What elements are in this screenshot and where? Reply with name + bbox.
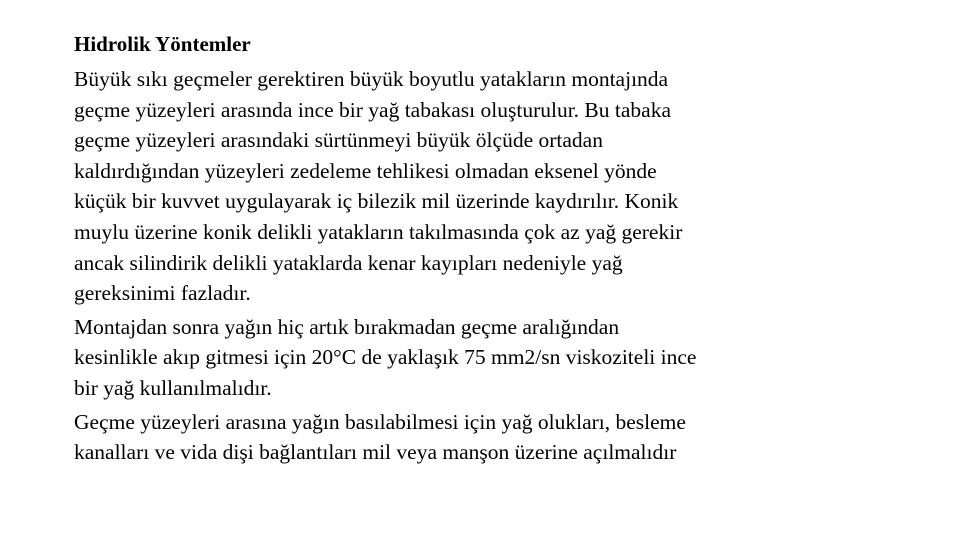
- paragraph-line: ancak silindirik delikli yataklarda kenar kayıpları nedeniyle yağ: [74, 250, 623, 275]
- paragraph-2: [74, 312, 904, 404]
- paragraph-line: muylu üzerine konik delikli yatakların takılmasında çok az yağ gerekir: [74, 219, 683, 244]
- paragraph-line: geçme yüzeyleri arasındaki sürtünmeyi büyük ölçüde ortadan: [74, 128, 603, 153]
- slide-content: [74, 29, 904, 471]
- paragraph-line: kaldırdığından yüzeyleri zedeleme tehlikesi olmadan eksenel yönde: [74, 158, 657, 183]
- paragraph-line: küçük bir kuvvet uygulayarak iç bilezik mil üzerinde kaydırılır. Konik: [74, 189, 679, 214]
- paragraph-1: [74, 64, 904, 309]
- paragraph-line: kesinlikle akıp gitmesi için 20°C de yaklaşık 75 mm2/sn viskoziteli ince: [74, 345, 697, 370]
- paragraph-line: Geçme yüzeyleri arasına yağın basılabilmesi için yağ olukları, besleme: [74, 409, 686, 434]
- paragraph-line: Montajdan sonra yağın hiç artık bırakmadan geçme aralığından: [74, 314, 620, 339]
- paragraph-3: [74, 407, 904, 468]
- slide-title: Hidrolik Yöntemler: [74, 32, 251, 56]
- paragraph-line: gereksinimi fazladır.: [74, 281, 251, 306]
- paragraph-line: Büyük sıkı geçmeler gerektiren büyük boyutlu yatakların montajında: [74, 67, 669, 91]
- paragraph-line: kanalları ve vida dişi bağlantıları mil veya manşon üzerine açılmalıdır: [74, 440, 677, 465]
- paragraph-line: geçme yüzeyleri arasında ince bir yağ tabakası oluşturulur. Bu tabaka: [74, 97, 672, 122]
- paragraph-line: bir yağ kullanılmalıdır.: [74, 375, 272, 400]
